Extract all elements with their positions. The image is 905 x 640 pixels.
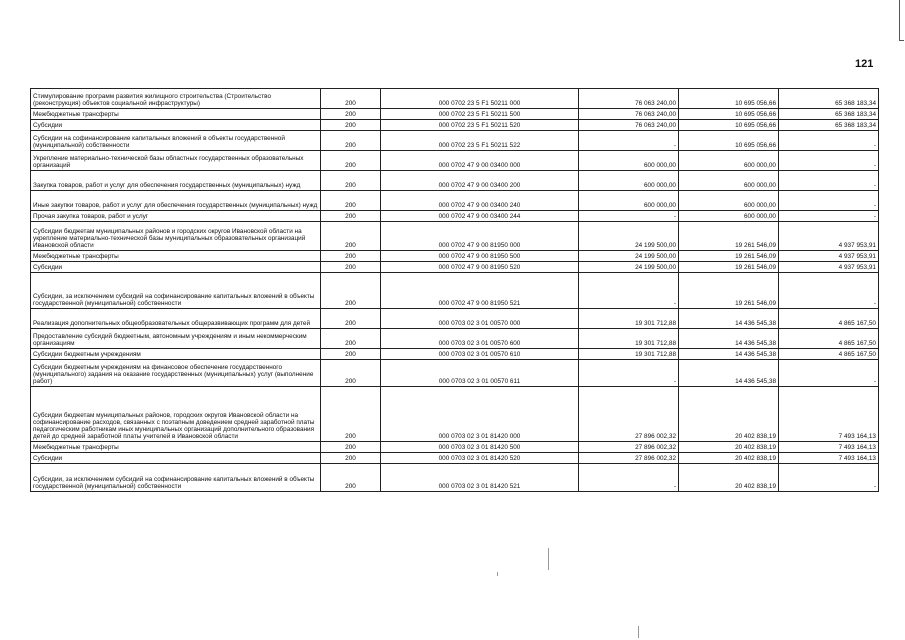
row-executed-amount-cell: 19 261 546,09 <box>679 262 779 273</box>
row-budget-code-cell: 000 0703 02 3 01 00570 610 <box>381 349 579 360</box>
row-name-cell: Субсидии, за исключением субсидий на софинансирование капитальных вложений в объекты государственной (муниципальной) собственности <box>31 464 321 492</box>
row-budget-code-cell: 000 0702 47 9 00 03400 244 <box>381 211 579 222</box>
row-unexecuted-amount-cell: 7 493 164,13 <box>779 442 879 453</box>
row-name-cell: Субсидии бюджетным учреждениям на финансовое обеспечение государственного (муниципального) задания на оказание государственных (муниципальных) услуг (выполнение работ) <box>31 360 321 387</box>
row-admin-code-cell: 200 <box>321 120 381 131</box>
row-admin-code-cell: 200 <box>321 262 381 273</box>
row-name-cell: Субсидии <box>31 262 321 273</box>
row-admin-code-cell: 200 <box>321 349 381 360</box>
row-approved-amount-cell: 76 063 240,00 <box>579 89 679 109</box>
row-approved-amount-cell: 76 063 240,00 <box>579 120 679 131</box>
row-admin-code-cell: 200 <box>321 387 381 442</box>
row-approved-amount-cell: 76 063 240,00 <box>579 109 679 120</box>
row-unexecuted-amount-cell: 4 937 953,91 <box>779 251 879 262</box>
row-unexecuted-amount-cell: - <box>779 191 879 211</box>
row-unexecuted-amount-cell: 65 368 183,34 <box>779 120 879 131</box>
row-admin-code-cell: 200 <box>321 151 381 171</box>
row-admin-code-cell: 200 <box>321 89 381 109</box>
row-approved-amount-cell: - <box>579 273 679 309</box>
page-number: 121 <box>855 58 874 70</box>
row-approved-amount-cell: 600 000,00 <box>579 151 679 171</box>
table-row <box>31 222 879 251</box>
row-admin-code-cell: 200 <box>321 109 381 120</box>
table-row <box>31 171 879 191</box>
row-unexecuted-amount-cell: - <box>779 464 879 492</box>
row-executed-amount-cell: 20 402 838,19 <box>679 387 779 442</box>
row-executed-amount-cell: 19 261 546,09 <box>679 251 779 262</box>
row-name-cell: Субсидии бюджетам муниципальных районов, городских округов Ивановской области на софинансирование расходов, связанных с поэтапным доведением средней заработной платы педагогическим работникам иных муниципальных организаций дополнительного образования детей до средней заработной платы учителей в Ивановской области <box>31 387 321 442</box>
budget-execution-table <box>30 88 879 492</box>
row-budget-code-cell: 000 0703 02 3 01 81420 500 <box>381 442 579 453</box>
row-name-cell: Субсидии бюджетным учреждениям <box>31 349 321 360</box>
table-row <box>31 453 879 464</box>
table-row <box>31 120 879 131</box>
row-executed-amount-cell: 10 695 056,66 <box>679 120 779 131</box>
row-approved-amount-cell: - <box>579 131 679 151</box>
row-admin-code-cell: 200 <box>321 309 381 329</box>
table-row <box>31 309 879 329</box>
row-budget-code-cell: 000 0702 47 9 00 81950 500 <box>381 251 579 262</box>
table-row <box>31 211 879 222</box>
row-budget-code-cell: 000 0702 23 5 F1 50211 000 <box>381 89 579 109</box>
row-budget-code-cell: 000 0702 23 5 F1 50211 500 <box>381 109 579 120</box>
row-unexecuted-amount-cell: 4 937 953,91 <box>779 222 879 251</box>
row-approved-amount-cell: 27 896 002,32 <box>579 387 679 442</box>
row-approved-amount-cell: - <box>579 211 679 222</box>
table-row <box>31 464 879 492</box>
row-admin-code-cell: 200 <box>321 453 381 464</box>
row-unexecuted-amount-cell: 4 865 167,50 <box>779 329 879 349</box>
table-row <box>31 191 879 211</box>
row-unexecuted-amount-cell: 65 368 183,34 <box>779 109 879 120</box>
table-body <box>31 89 879 492</box>
row-budget-code-cell: 000 0702 47 9 00 81950 521 <box>381 273 579 309</box>
row-unexecuted-amount-cell: - <box>779 211 879 222</box>
scan-speck <box>638 626 639 638</box>
row-budget-code-cell: 000 0703 02 3 01 81420 000 <box>381 387 579 442</box>
table-row <box>31 109 879 120</box>
table-row <box>31 360 879 387</box>
table-row <box>31 131 879 151</box>
row-name-cell: Субсидии <box>31 120 321 131</box>
row-executed-amount-cell: 600 000,00 <box>679 171 779 191</box>
table-row <box>31 89 879 109</box>
row-name-cell: Реализация дополнительных общеобразовательных общеразвивающих программ для детей <box>31 309 321 329</box>
row-unexecuted-amount-cell: - <box>779 273 879 309</box>
row-approved-amount-cell: 600 000,00 <box>579 191 679 211</box>
row-admin-code-cell: 200 <box>321 360 381 387</box>
row-budget-code-cell: 000 0703 02 3 01 00570 000 <box>381 309 579 329</box>
row-approved-amount-cell: 24 199 500,00 <box>579 222 679 251</box>
row-unexecuted-amount-cell: 7 493 164,13 <box>779 453 879 464</box>
table-row <box>31 262 879 273</box>
row-approved-amount-cell: - <box>579 360 679 387</box>
row-executed-amount-cell: 20 402 838,19 <box>679 442 779 453</box>
scan-speck <box>497 572 498 576</box>
row-admin-code-cell: 200 <box>321 222 381 251</box>
row-name-cell: Стимулирование программ развития жилищного строительства (Строительство (реконструкция) объектов социальной инфраструктуры) <box>31 89 321 109</box>
row-name-cell: Субсидии, за исключением субсидий на софинансирование капитальных вложений в объекты государственной (муниципальной) собственности <box>31 273 321 309</box>
row-executed-amount-cell: 600 000,00 <box>679 211 779 222</box>
row-executed-amount-cell: 19 261 546,09 <box>679 273 779 309</box>
row-name-cell: Предоставление субсидий бюджетным, автономным учреждениям и иным некоммерческим организациям <box>31 329 321 349</box>
row-approved-amount-cell: 19 301 712,88 <box>579 349 679 360</box>
row-executed-amount-cell: 10 695 056,66 <box>679 131 779 151</box>
table-row <box>31 387 879 442</box>
row-approved-amount-cell: 24 199 500,00 <box>579 251 679 262</box>
table-row <box>31 273 879 309</box>
row-admin-code-cell: 200 <box>321 191 381 211</box>
row-name-cell: Субсидии на софинансирование капитальных вложений в объекты государственной (муниципальной) собственности <box>31 131 321 151</box>
row-admin-code-cell: 200 <box>321 273 381 309</box>
row-unexecuted-amount-cell: 4 865 167,50 <box>779 309 879 329</box>
row-name-cell: Межбюджетные трансферты <box>31 251 321 262</box>
row-unexecuted-amount-cell: - <box>779 360 879 387</box>
row-name-cell: Прочая закупка товаров, работ и услуг <box>31 211 321 222</box>
row-approved-amount-cell: - <box>579 464 679 492</box>
row-unexecuted-amount-cell: - <box>779 171 879 191</box>
row-unexecuted-amount-cell: - <box>779 131 879 151</box>
table-row <box>31 151 879 171</box>
row-approved-amount-cell: 19 301 712,88 <box>579 329 679 349</box>
row-executed-amount-cell: 20 402 838,19 <box>679 464 779 492</box>
table-row <box>31 251 879 262</box>
row-budget-code-cell: 000 0702 47 9 00 81950 000 <box>381 222 579 251</box>
row-admin-code-cell: 200 <box>321 211 381 222</box>
row-name-cell: Закупка товаров, работ и услуг для обеспечения государственных (муниципальных) нужд <box>31 171 321 191</box>
scan-edge-mark <box>899 40 904 41</box>
row-name-cell: Межбюджетные трансферты <box>31 442 321 453</box>
row-executed-amount-cell: 19 261 546,09 <box>679 222 779 251</box>
row-name-cell: Межбюджетные трансферты <box>31 109 321 120</box>
table-row <box>31 442 879 453</box>
row-executed-amount-cell: 14 436 545,38 <box>679 309 779 329</box>
row-budget-code-cell: 000 0702 47 9 00 03400 000 <box>381 151 579 171</box>
row-budget-code-cell: 000 0702 23 5 F1 50211 520 <box>381 120 579 131</box>
row-unexecuted-amount-cell: 65 368 183,34 <box>779 89 879 109</box>
row-approved-amount-cell: 27 896 002,32 <box>579 453 679 464</box>
row-admin-code-cell: 200 <box>321 131 381 151</box>
row-name-cell: Субсидии бюджетам муниципальных районов и городских округов Ивановской области на укрепление материально-технической базы муниципальных образовательных организаций Ивановской области <box>31 222 321 251</box>
row-executed-amount-cell: 10 695 056,66 <box>679 109 779 120</box>
row-budget-code-cell: 000 0703 02 3 01 81420 520 <box>381 453 579 464</box>
row-unexecuted-amount-cell: 4 937 953,91 <box>779 262 879 273</box>
row-approved-amount-cell: 27 896 002,32 <box>579 442 679 453</box>
row-admin-code-cell: 200 <box>321 442 381 453</box>
row-admin-code-cell: 200 <box>321 251 381 262</box>
row-executed-amount-cell: 14 436 545,38 <box>679 360 779 387</box>
row-budget-code-cell: 000 0703 02 3 01 00570 611 <box>381 360 579 387</box>
row-executed-amount-cell: 10 695 056,66 <box>679 89 779 109</box>
row-approved-amount-cell: 19 301 712,88 <box>579 309 679 329</box>
row-approved-amount-cell: 24 199 500,00 <box>579 262 679 273</box>
row-unexecuted-amount-cell: - <box>779 151 879 171</box>
row-approved-amount-cell: 600 000,00 <box>579 171 679 191</box>
row-executed-amount-cell: 20 402 838,19 <box>679 453 779 464</box>
row-admin-code-cell: 200 <box>321 171 381 191</box>
row-unexecuted-amount-cell: 4 865 167,50 <box>779 349 879 360</box>
row-name-cell: Укрепление материально-технической базы областных государственных образовательных организаций <box>31 151 321 171</box>
row-admin-code-cell: 200 <box>321 464 381 492</box>
row-executed-amount-cell: 14 436 545,38 <box>679 349 779 360</box>
row-budget-code-cell: 000 0702 47 9 00 03400 240 <box>381 191 579 211</box>
row-unexecuted-amount-cell: 7 493 164,13 <box>779 387 879 442</box>
row-name-cell: Иные закупки товаров, работ и услуг для обеспечения государственных (муниципальных) нужд <box>31 191 321 211</box>
table-row <box>31 349 879 360</box>
scan-speck <box>548 548 549 570</box>
row-executed-amount-cell: 600 000,00 <box>679 191 779 211</box>
row-executed-amount-cell: 600 000,00 <box>679 151 779 171</box>
row-budget-code-cell: 000 0703 02 3 01 81420 521 <box>381 464 579 492</box>
row-budget-code-cell: 000 0702 47 9 00 81950 520 <box>381 262 579 273</box>
row-name-cell: Субсидии <box>31 453 321 464</box>
scan-edge-mark <box>899 0 900 40</box>
row-budget-code-cell: 000 0703 02 3 01 00570 600 <box>381 329 579 349</box>
row-budget-code-cell: 000 0702 47 9 00 03400 200 <box>381 171 579 191</box>
row-budget-code-cell: 000 0702 23 5 F1 50211 522 <box>381 131 579 151</box>
row-executed-amount-cell: 14 436 545,38 <box>679 329 779 349</box>
row-admin-code-cell: 200 <box>321 329 381 349</box>
table-row <box>31 329 879 349</box>
